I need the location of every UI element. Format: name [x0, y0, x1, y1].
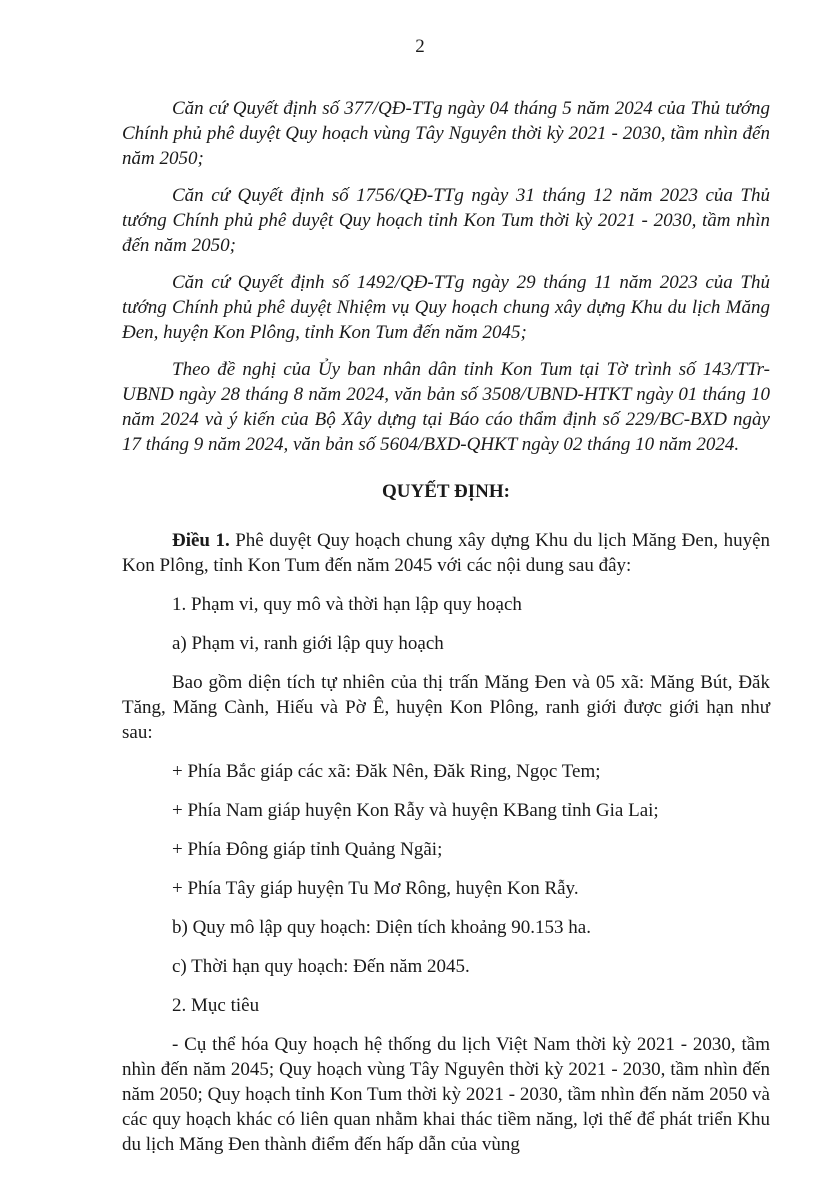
scope-paragraph: Bao gồm diện tích tự nhiên của thị trấn Măng Đen và 05 xã: Măng Bút, Đăk Tăng, Măng Cành, Hiếu và Pờ Ê, huyện Kon Plông, ranh giới được giới hạn như sau:: [122, 672, 770, 743]
page-number: 2: [415, 36, 425, 57]
boundary-north: + Phía Bắc giáp các xã: Đăk Nên, Đăk Ring, Ngọc Tem;: [172, 761, 601, 782]
article-1-paragraph: [122, 528, 770, 578]
section-2-title: 2. Mục tiêu: [172, 995, 260, 1016]
boundary-south: + Phía Nam giáp huyện Kon Rẫy và huyện KBang tỉnh Gia Lai;: [172, 800, 659, 821]
section-1-title: 1. Phạm vi, quy mô và thời hạn lập quy hoạch: [172, 594, 522, 615]
decision-heading: QUYẾT ĐỊNH:: [382, 481, 510, 502]
subsection-b: b) Quy mô lập quy hoạch: Diện tích khoảng 90.153 ha.: [172, 917, 591, 938]
preamble-paragraph: Căn cứ Quyết định số 1492/QĐ-TTg ngày 29 tháng 11 năm 2023 của Thủ tướng Chính phủ phê duyệt Nhiệm vụ Quy hoạch chung xây dựng Khu du lịch Măng Đen, huyện Kon Plông, tỉnh Kon Tum đến năm 2045;: [122, 272, 770, 343]
preamble-paragraph: Theo đề nghị của Ủy ban nhân dân tỉnh Kon Tum tại Tờ trình số 143/TTr-UBND ngày 28 tháng 8 năm 2024, văn bản số 3508/UBND-HTKT ngày 01 tháng 10 năm 2024 và ý kiến của Bộ Xây dựng tại Báo cáo thẩm định số 229/BC-BXD ngày 17 tháng 9 năm 2024, văn bản số 5604/BXD-QHKT ngày 02 tháng 10 năm 2024.: [122, 359, 770, 455]
document-body: [122, 96, 770, 1157]
preamble-paragraph: Căn cứ Quyết định số 1756/QĐ-TTg ngày 31 tháng 12 năm 2023 của Thủ tướng Chính phủ phê duyệt Quy hoạch tỉnh Kon Tum thời kỳ 2021 - 2030, tầm nhìn đến năm 2050;: [122, 185, 770, 256]
subsection-a-title: a) Phạm vi, ranh giới lập quy hoạch: [172, 633, 444, 654]
subsection-c: c) Thời hạn quy hoạch: Đến năm 2045.: [172, 956, 470, 977]
boundary-east: + Phía Đông giáp tỉnh Quảng Ngãi;: [172, 839, 443, 860]
goal-paragraph: - Cụ thể hóa Quy hoạch hệ thống du lịch Việt Nam thời kỳ 2021 - 2030, tầm nhìn đến năm 2045; Quy hoạch vùng Tây Nguyên thời kỳ 2021 - 2030, tầm nhìn đến năm 2050; Quy hoạch tỉnh Kon Tum thời kỳ 2021 - 2030, tầm nhìn đến năm 2050 và các quy hoạch khác có liên quan nhằm khai thác tiềm năng, lợi thế để phát triển Khu du lịch Măng Đen thành điểm đến hấp dẫn của vùng: [122, 1034, 770, 1155]
article-1-text: Phê duyệt Quy hoạch chung xây dựng Khu du lịch Măng Đen, huyện Kon Plông, tỉnh Kon Tum đến năm 2045 với các nội dung sau đây:: [122, 530, 771, 576]
preamble-paragraph: Căn cứ Quyết định số 377/QĐ-TTg ngày 04 tháng 5 năm 2024 của Thủ tướng Chính phủ phê duyệt Quy hoạch vùng Tây Nguyên thời kỳ 2021 - 2030, tầm nhìn đến năm 2050;: [122, 98, 770, 169]
boundary-west: + Phía Tây giáp huyện Tu Mơ Rông, huyện Kon Rẫy.: [172, 878, 579, 899]
article-1-label: Điều 1.: [172, 530, 230, 551]
